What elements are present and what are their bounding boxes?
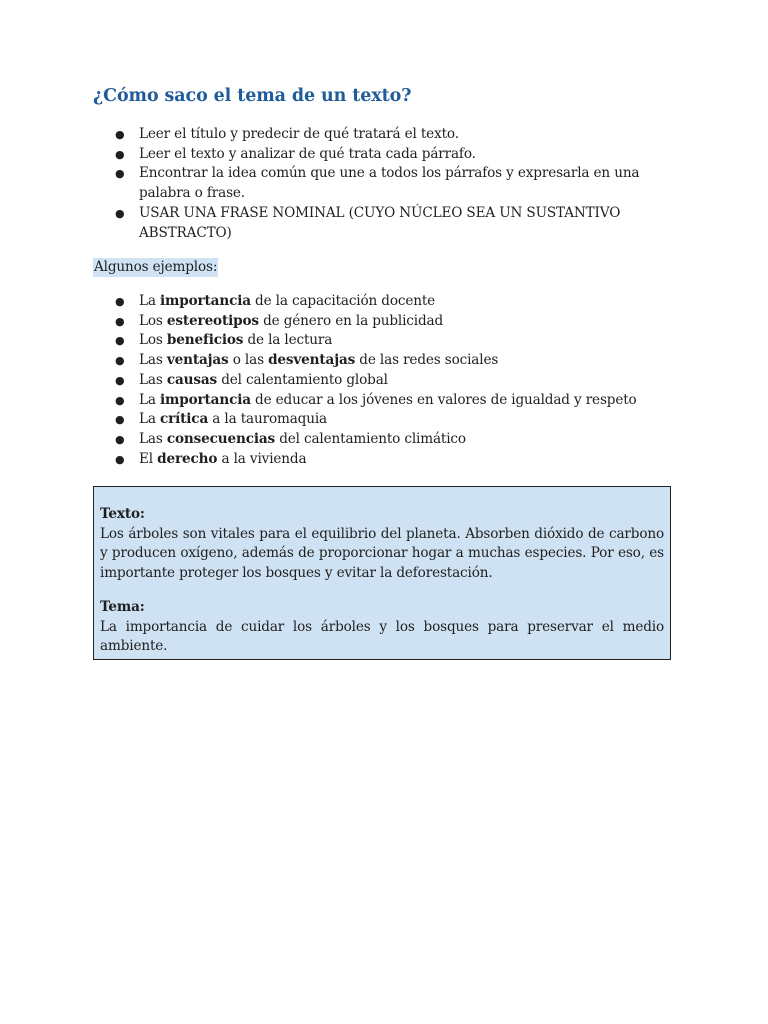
- example-prefix: Las: [139, 352, 167, 369]
- theme-body: La importancia de cuidar los árboles y los bosques para preservar el medio ambiente.: [100, 618, 664, 655]
- example-keyword: derecho: [157, 450, 218, 467]
- example-prefix: El: [139, 450, 158, 467]
- bullet-icon: ●: [115, 452, 125, 466]
- example-keyword: beneficios: [166, 332, 244, 349]
- list-item-text: USAR UNA FRASE NOMINAL (CUYO NÚCLEO SEA UN SUSTANTIVO ABSTRACTO): [139, 204, 621, 241]
- examples-heading: Algunos ejemplos:: [94, 259, 218, 275]
- bullet-icon: ●: [115, 354, 125, 368]
- bullet-icon: ●: [115, 432, 125, 446]
- list-item: [93, 125, 683, 145]
- example-prefix: Los: [139, 312, 167, 329]
- example-suffix: de la lectura: [243, 332, 333, 349]
- example-suffix: de educar a los jóvenes en valores de igualdad y respeto: [250, 391, 637, 408]
- list-item-text: Encontrar la idea común que une a todos los párrafos y expresarla en una palabra o frase.: [139, 165, 640, 202]
- bullet-icon: ●: [115, 413, 125, 427]
- example-prefix: La: [139, 411, 161, 428]
- example-keyword: importancia: [160, 293, 251, 309]
- example-prefix: Los: [139, 332, 167, 349]
- list-item: [93, 410, 683, 430]
- list-item: [93, 430, 683, 450]
- example-keyword: ventajas: [166, 352, 229, 369]
- example-keyword: consecuencias: [166, 430, 276, 447]
- bullet-icon: ●: [115, 206, 125, 220]
- text-label: Texto:: [100, 506, 145, 522]
- example-keyword: importancia: [160, 391, 251, 408]
- list-item: [93, 371, 683, 391]
- examples-list: [93, 292, 683, 469]
- example-suffix: del calentamiento global: [217, 371, 388, 388]
- example-keyword: crítica: [160, 411, 209, 428]
- spacer: [100, 584, 664, 598]
- bullet-icon: ●: [115, 295, 125, 308]
- example-suffix: de la capacitación docente: [250, 293, 436, 309]
- example-keyword: estereotipos: [166, 312, 259, 329]
- example-middle: o las: [228, 352, 269, 369]
- example-box: [93, 486, 671, 660]
- list-item: [93, 391, 683, 411]
- bullet-icon: ●: [115, 334, 125, 348]
- example-suffix: a la vivienda: [217, 450, 307, 467]
- example-prefix: La: [139, 293, 161, 309]
- example-suffix: de género en la publicidad: [258, 312, 444, 329]
- example-prefix: Las: [139, 371, 167, 388]
- list-item: [93, 292, 683, 312]
- list-item: [93, 145, 683, 165]
- theme-label: Tema:: [100, 598, 145, 615]
- list-item-text: Leer el título y predecir de qué tratará el texto.: [139, 126, 459, 142]
- list-item-text: Leer el texto y analizar de qué trata cada párrafo.: [139, 145, 476, 162]
- bullet-icon: ●: [115, 167, 125, 181]
- bullet-icon: ●: [115, 128, 125, 141]
- example-prefix: La: [139, 391, 161, 408]
- list-item: [93, 331, 683, 351]
- example-keyword: causas: [166, 371, 218, 388]
- page-title: ¿Cómo saco el tema de un texto?: [93, 86, 412, 106]
- example-suffix: del calentamiento climático: [275, 430, 466, 447]
- text-body: Los árboles son vitales para el equilibrio del planeta. Absorben dióxido de carbono y producen oxígeno, además de proporcionar hogar a muchas especies. Por eso, es importante proteger los bosques y evitar la deforestación.: [100, 525, 664, 582]
- example-prefix: Las: [139, 430, 167, 447]
- bullet-icon: ●: [115, 393, 125, 407]
- example-suffix: de las redes sociales: [355, 352, 499, 369]
- example-keyword: desventajas: [268, 352, 356, 369]
- list-item: [93, 164, 683, 203]
- bullet-icon: ●: [115, 314, 125, 328]
- bullet-icon: ●: [115, 147, 125, 161]
- list-item: [93, 312, 683, 332]
- bullet-icon: ●: [115, 373, 125, 387]
- example-suffix: a la tauromaquia: [208, 411, 327, 428]
- list-item: [93, 351, 683, 371]
- steps-list: [93, 125, 683, 243]
- list-item: [93, 450, 683, 470]
- list-item: [93, 204, 683, 243]
